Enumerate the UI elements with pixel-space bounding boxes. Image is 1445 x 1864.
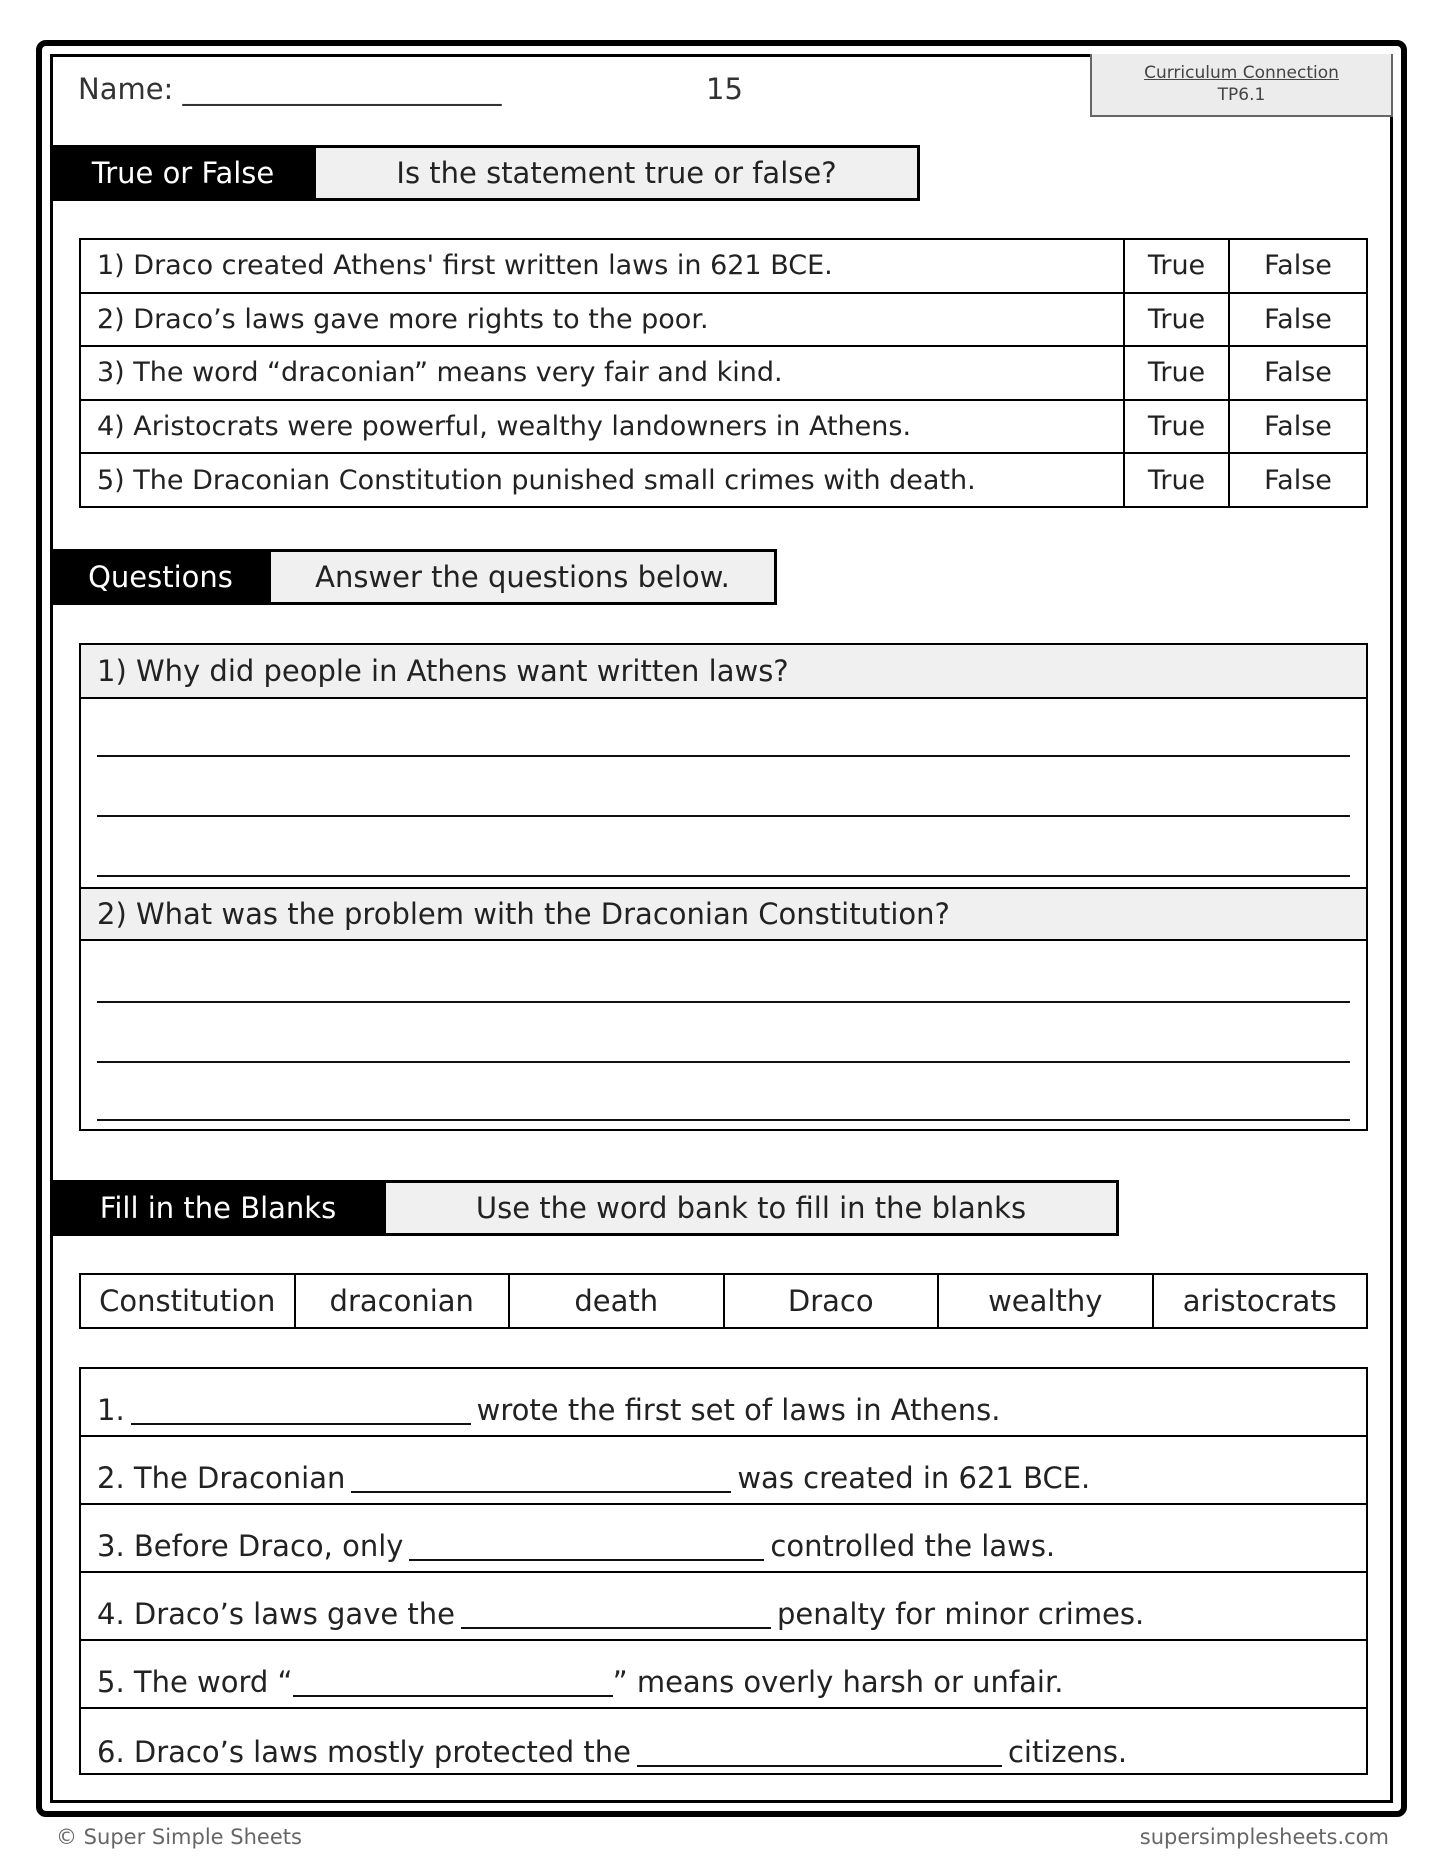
table-row xyxy=(80,1274,1367,1328)
word-bank-item: draconian xyxy=(295,1274,510,1328)
true-option[interactable]: True xyxy=(1124,400,1229,454)
list-item xyxy=(81,1641,1366,1709)
true-option[interactable]: True xyxy=(1124,453,1229,507)
true-false-label: True or False xyxy=(53,145,313,201)
fill-blanks-header xyxy=(53,1180,1119,1236)
blank-field[interactable] xyxy=(637,1743,1002,1767)
true-option[interactable]: True xyxy=(1124,346,1229,400)
blank-field[interactable] xyxy=(461,1605,771,1629)
sentence-end: wrote the first set of laws in Athens. xyxy=(476,1393,1001,1427)
false-option[interactable]: False xyxy=(1229,453,1367,507)
question-2: 2) What was the problem with the Draconian Constitution? xyxy=(81,887,1366,941)
questions-box xyxy=(79,643,1368,1131)
statement: 3) The word “draconian” means very fair and kind. xyxy=(80,346,1124,400)
table-row xyxy=(80,346,1367,400)
questions-label: Questions xyxy=(53,549,268,605)
sentence-end: was created in 621 BCE. xyxy=(737,1461,1091,1495)
false-option[interactable]: False xyxy=(1229,293,1367,347)
sentence-end: ” means overly harsh or unfair. xyxy=(612,1665,1064,1699)
list-item xyxy=(81,1505,1366,1573)
fill-blanks-instruction: Use the word bank to fill in the blanks xyxy=(383,1180,1119,1236)
answer-line[interactable] xyxy=(97,875,1350,877)
list-item xyxy=(81,1709,1366,1777)
false-option[interactable]: False xyxy=(1229,346,1367,400)
copyright: © Super Simple Sheets xyxy=(56,1825,302,1849)
answer-line[interactable] xyxy=(97,815,1350,817)
sentence-start: 5. The word “ xyxy=(97,1665,293,1699)
statement: 4) Aristocrats were powerful, wealthy landowners in Athens. xyxy=(80,400,1124,454)
sentence-start: 6. Draco’s laws mostly protected the xyxy=(97,1735,631,1769)
fill-blanks-box xyxy=(79,1367,1368,1775)
true-option[interactable]: True xyxy=(1124,239,1229,293)
sentence-end: citizens. xyxy=(1007,1735,1128,1769)
website-link[interactable]: supersimplesheets.com xyxy=(1139,1825,1389,1849)
curriculum-title: Curriculum Connection xyxy=(1144,63,1339,83)
list-item xyxy=(81,1437,1366,1505)
answer-line[interactable] xyxy=(97,1061,1350,1063)
sentence-end: penalty for minor crimes. xyxy=(777,1597,1145,1631)
name-field[interactable]: Name: ______________________ xyxy=(78,72,502,106)
table-row xyxy=(80,293,1367,347)
table-row xyxy=(80,400,1367,454)
statement: 1) Draco created Athens' first written laws in 621 BCE. xyxy=(80,239,1124,293)
table-row xyxy=(80,239,1367,293)
statement: 2) Draco’s laws gave more rights to the poor. xyxy=(80,293,1124,347)
word-bank-item: Constitution xyxy=(80,1274,295,1328)
blank-field[interactable] xyxy=(409,1537,764,1561)
blank-field[interactable] xyxy=(351,1469,731,1493)
false-option[interactable]: False xyxy=(1229,239,1367,293)
word-bank-item: Draco xyxy=(724,1274,939,1328)
answer-line[interactable] xyxy=(97,1119,1350,1121)
table-row xyxy=(80,453,1367,507)
true-false-instruction: Is the statement true or false? xyxy=(313,145,920,201)
page-number: 15 xyxy=(706,72,743,106)
word-bank-item: death xyxy=(509,1274,724,1328)
blank-field[interactable] xyxy=(293,1673,613,1697)
word-bank-item: wealthy xyxy=(938,1274,1153,1328)
word-bank xyxy=(79,1273,1368,1329)
sentence-start: 3. Before Draco, only xyxy=(97,1529,404,1563)
curriculum-connection-box xyxy=(1090,54,1393,117)
sentence-start: 4. Draco’s laws gave the xyxy=(97,1597,456,1631)
false-option[interactable]: False xyxy=(1229,400,1367,454)
question-1: 1) Why did people in Athens want written laws? xyxy=(81,645,1366,699)
list-item xyxy=(81,1369,1366,1437)
list-item xyxy=(81,1573,1366,1641)
questions-header xyxy=(53,549,777,605)
curriculum-code: TP6.1 xyxy=(1217,85,1266,105)
fill-blanks-label: Fill in the Blanks xyxy=(53,1180,383,1236)
true-option[interactable]: True xyxy=(1124,293,1229,347)
word-bank-item: aristocrats xyxy=(1153,1274,1368,1328)
statement: 5) The Draconian Constitution punished small crimes with death. xyxy=(80,453,1124,507)
sentence-start: 1. xyxy=(97,1393,125,1427)
answer-line[interactable] xyxy=(97,1001,1350,1003)
blank-field[interactable] xyxy=(131,1401,471,1425)
questions-instruction: Answer the questions below. xyxy=(268,549,777,605)
answer-line[interactable] xyxy=(97,755,1350,757)
true-false-table xyxy=(79,238,1368,508)
true-false-header xyxy=(53,145,920,201)
sentence-end: controlled the laws. xyxy=(770,1529,1056,1563)
sentence-start: 2. The Draconian xyxy=(97,1461,346,1495)
